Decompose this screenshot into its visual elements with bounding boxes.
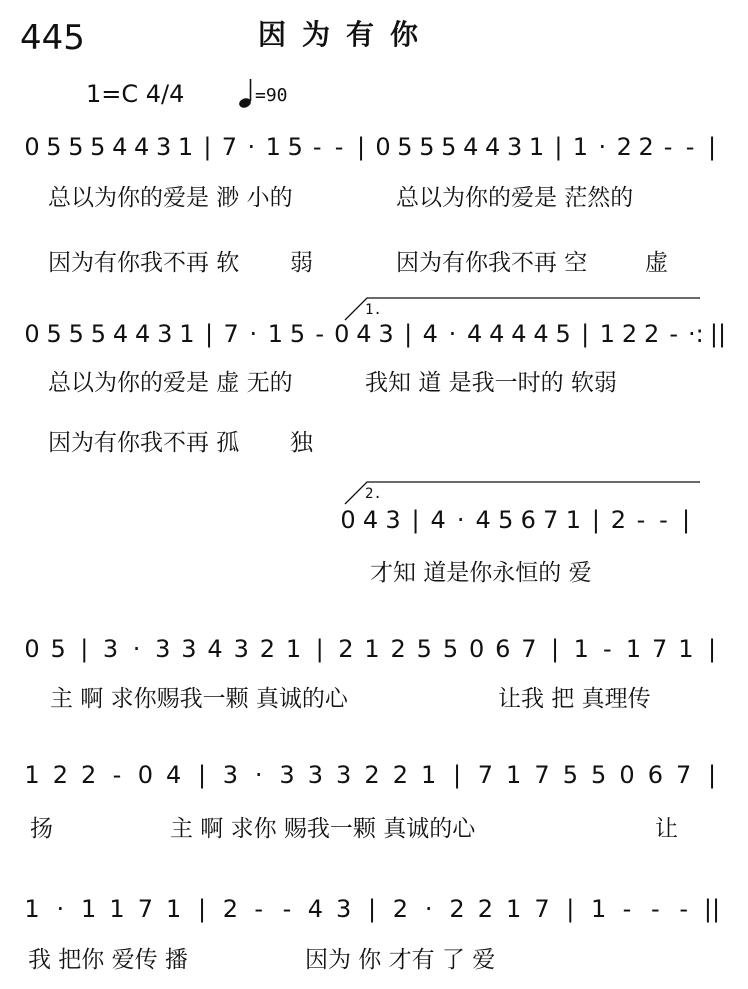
note: -: [685, 133, 695, 161]
barline: |: [367, 895, 377, 923]
lyric-line: 让: [655, 816, 678, 842]
barline: |: [80, 635, 89, 663]
volta-bracket: [345, 298, 700, 320]
note: 7: [137, 895, 153, 923]
note: 1: [572, 133, 589, 161]
quarter-note-icon: [238, 79, 252, 109]
note: 1: [81, 895, 97, 923]
note: -: [334, 133, 344, 161]
note: 1: [179, 320, 195, 348]
note: 5: [562, 761, 578, 789]
note: -: [254, 895, 264, 923]
note: 3: [506, 133, 523, 161]
lyric-line: 虚: [645, 250, 668, 276]
note: 2: [81, 761, 97, 789]
note: 7: [534, 761, 550, 789]
note: -: [650, 895, 660, 923]
note: 3: [181, 635, 197, 663]
barline: |: [411, 506, 420, 534]
note: 0: [24, 133, 40, 161]
volta-number: 2.: [365, 486, 382, 502]
barline: |: [566, 895, 575, 923]
note: 4: [135, 320, 151, 348]
lyric-line: 因为有你我不再 孤: [48, 430, 240, 456]
note: ·: [254, 761, 263, 789]
note: 1: [506, 895, 522, 923]
note: 4: [533, 320, 549, 348]
note: -: [315, 320, 325, 348]
note: 2: [621, 320, 638, 348]
note: ·: [424, 895, 433, 923]
note: 3: [102, 635, 119, 663]
note: 4: [307, 895, 323, 923]
barline: |: [404, 320, 413, 348]
note: 0: [375, 133, 391, 161]
lyric-line: 扬: [30, 816, 53, 842]
barline: |: [707, 133, 717, 161]
note: 1: [177, 133, 194, 161]
note: 0: [340, 506, 356, 534]
note: 5: [397, 133, 413, 161]
barline: |: [581, 320, 590, 348]
note: 2: [449, 895, 465, 923]
barline: |: [707, 761, 717, 789]
note: 1: [265, 133, 281, 161]
note: 2: [610, 506, 627, 534]
barline: |: [203, 133, 212, 161]
note: ·: [456, 506, 465, 534]
lyric-line: 我知 道 是我一时的 软弱: [365, 370, 617, 396]
note: 3: [336, 895, 352, 923]
volta-number: 1.: [365, 302, 382, 318]
lyric-line: 总以为你的爱是 虚 无的: [48, 370, 293, 396]
lyric-line: 主 啊 求你赐我一颗 真诚的心: [50, 686, 348, 712]
note: 1: [109, 895, 125, 923]
note: 4: [511, 320, 527, 348]
note: 5: [442, 635, 459, 663]
note: -: [679, 895, 689, 923]
note: 4: [489, 320, 505, 348]
note: 2: [477, 895, 493, 923]
note: 1: [599, 320, 615, 348]
note: 7: [534, 895, 550, 923]
note: 3: [279, 761, 295, 789]
note: 2: [222, 895, 238, 923]
barline: |: [591, 506, 600, 534]
note: -: [603, 635, 612, 663]
note: 2: [338, 635, 354, 663]
note: 6: [495, 635, 511, 663]
note: 7: [652, 635, 668, 663]
note: -: [312, 133, 322, 161]
note: 3: [233, 635, 249, 663]
note: 4: [475, 506, 491, 534]
note: 2: [390, 635, 406, 663]
note: 1: [364, 635, 380, 663]
note: 5: [68, 320, 84, 348]
note: 6: [520, 506, 536, 534]
note: 7: [676, 761, 692, 789]
barline: ||: [709, 320, 727, 348]
barline: |: [554, 133, 563, 161]
note: 5: [416, 635, 432, 663]
lyric-line: 弱: [290, 250, 313, 276]
note: 2: [616, 133, 632, 161]
note: 4: [207, 635, 223, 663]
note: ·: [132, 635, 141, 663]
note: 5: [419, 133, 435, 161]
note: 7: [521, 635, 537, 663]
note: 2: [638, 133, 654, 161]
note: -: [112, 761, 122, 789]
note: 4: [166, 761, 182, 789]
note: 1: [506, 761, 522, 789]
note: 4: [430, 506, 446, 534]
note: 2: [259, 635, 276, 663]
note: 0: [24, 320, 40, 348]
note: -: [622, 895, 632, 923]
music-systems: [24, 133, 726, 973]
note: -: [659, 506, 668, 534]
note: 3: [336, 761, 352, 789]
note: ·: [448, 320, 457, 348]
barline: |: [551, 635, 560, 663]
note: 1: [267, 320, 284, 348]
note: 3: [155, 133, 172, 161]
note: 2: [364, 761, 380, 789]
barline: |: [452, 761, 462, 789]
note: 2: [643, 320, 660, 348]
barline: |: [197, 761, 207, 789]
note: 0: [334, 320, 350, 348]
note: 7: [543, 506, 559, 534]
note: 3: [155, 635, 171, 663]
note: 7: [223, 320, 239, 348]
song-number: 445: [20, 18, 85, 58]
lyric-line: 让我 把 真理传: [498, 686, 651, 712]
note: 1: [166, 895, 182, 923]
note: 0: [468, 635, 485, 663]
note: 0: [619, 761, 635, 789]
note: 3: [222, 761, 238, 789]
lyric-line: 独: [290, 430, 313, 456]
tempo-value: =90: [255, 85, 288, 106]
note: ·: [247, 133, 256, 161]
barline: |: [204, 320, 214, 348]
note: 4: [362, 506, 379, 534]
note: 4: [463, 133, 479, 161]
note: 4: [356, 320, 372, 348]
note: 1: [625, 635, 642, 663]
barline: ||: [703, 895, 721, 923]
lyric-line: 总以为你的爱是 渺 小的: [48, 185, 293, 211]
lyric-line: 总以为你的爱是 茫然的: [396, 185, 634, 211]
barline: |: [356, 133, 366, 161]
note: -: [663, 133, 673, 161]
note: 2: [392, 761, 408, 789]
note: 1: [678, 635, 694, 663]
note: 3: [385, 506, 401, 534]
barline: |: [707, 635, 717, 663]
note: 0: [24, 635, 40, 663]
lyric-line: 因为有你我不再 软: [48, 250, 240, 276]
lyric-line: 主 啊 求你 赐我一颗 真诚的心: [170, 816, 476, 842]
note: 6: [647, 761, 663, 789]
note: 3: [307, 761, 323, 789]
lyric-line: 因为 你 才有 了 爱: [305, 947, 496, 973]
note: -: [669, 320, 679, 348]
note: 1: [528, 133, 545, 161]
note: 5: [46, 133, 62, 161]
lyric-line: 我 把你 爱传 播: [28, 947, 188, 973]
note: 4: [466, 320, 483, 348]
note: 3: [378, 320, 394, 348]
barline: |: [197, 895, 207, 923]
note: 0: [137, 761, 153, 789]
lyric-line: 才知 道是你永恒的 爱: [370, 560, 592, 586]
note: 5: [591, 761, 607, 789]
note: -: [636, 506, 646, 534]
note: 2: [392, 895, 408, 923]
note: 4: [112, 133, 128, 161]
note: 1: [24, 761, 40, 789]
note: 5: [441, 133, 457, 161]
note: 7: [477, 761, 493, 789]
note: 5: [68, 133, 84, 161]
note: 5: [555, 320, 571, 348]
note: 1: [565, 506, 581, 534]
note: 1: [421, 761, 437, 789]
volta-bracket: [345, 482, 700, 504]
note: 2: [52, 761, 68, 789]
note: 1: [573, 635, 589, 663]
note: 4: [485, 133, 501, 161]
lyric-line: 因为有你我不再 空: [396, 250, 588, 276]
song-title: 因为有你: [258, 18, 435, 51]
note: ·: [56, 895, 65, 923]
note: 1: [591, 895, 607, 923]
note: 5: [287, 133, 303, 161]
note: ·: [249, 320, 258, 348]
note: 1: [285, 635, 302, 663]
note: 5: [289, 320, 306, 348]
barline: |: [681, 506, 691, 534]
note: 5: [90, 133, 106, 161]
note: -: [282, 895, 292, 923]
note: 5: [50, 635, 66, 663]
note: 7: [221, 133, 238, 161]
note: 5: [46, 320, 62, 348]
note: 4: [112, 320, 129, 348]
note: 1: [24, 895, 40, 923]
key-signature: 1=C 4/4: [86, 80, 185, 108]
note: 5: [498, 506, 514, 534]
note: 3: [157, 320, 173, 348]
barline: ·:: [688, 320, 704, 348]
barline: |: [315, 635, 324, 663]
note: 4: [134, 133, 150, 161]
note: 4: [422, 320, 438, 348]
note: ·: [598, 133, 607, 161]
note: 5: [90, 320, 107, 348]
